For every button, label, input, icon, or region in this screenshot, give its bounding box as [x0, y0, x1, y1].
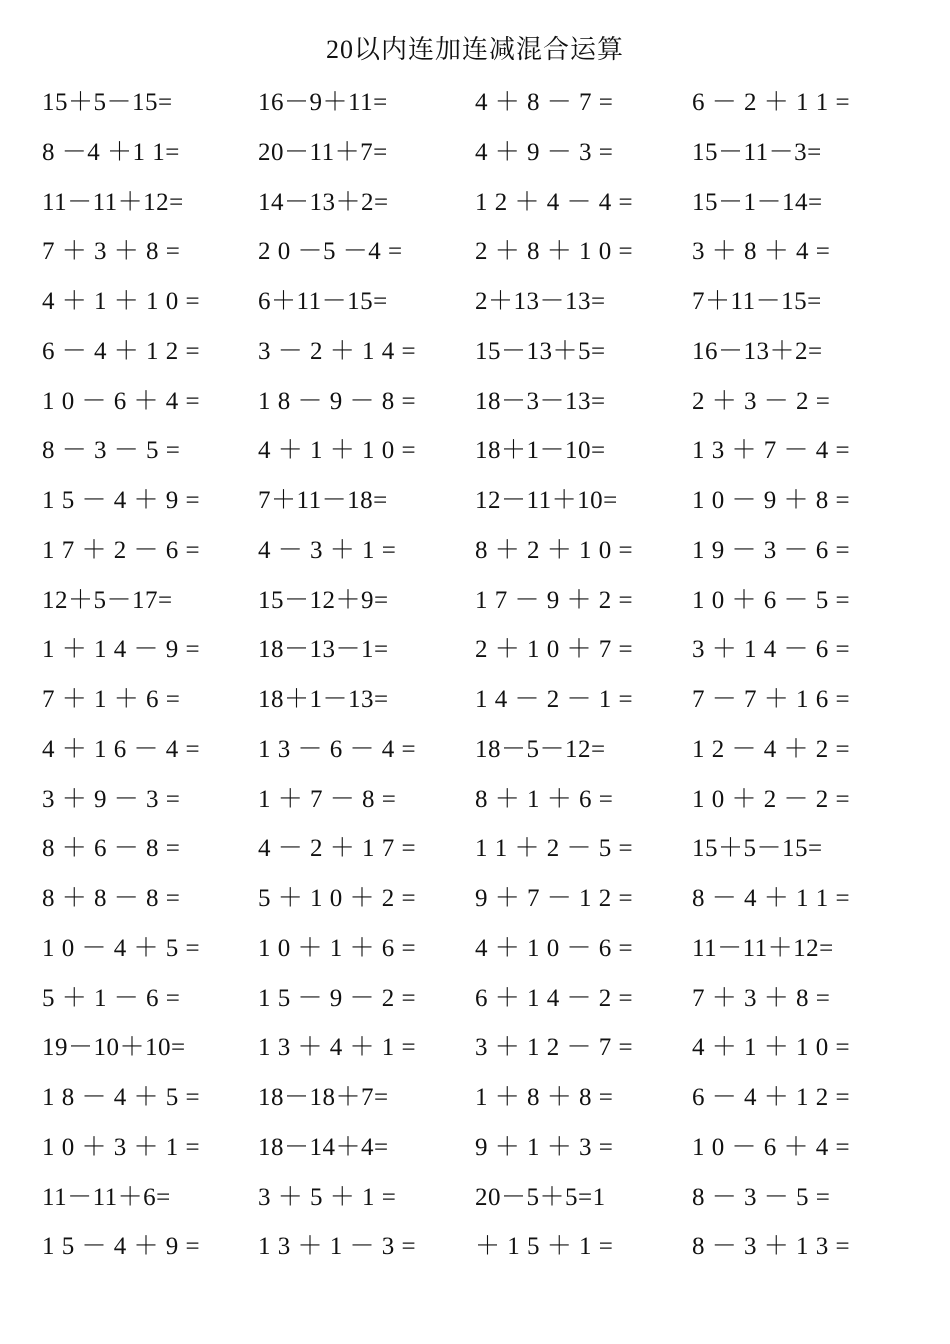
problem-cell: 20－5＋5=1	[475, 1183, 606, 1211]
problem-cell: 15＋5－15=	[692, 835, 823, 863]
problem-cell: 20－11＋7=	[258, 138, 388, 166]
problem-cell: 15－12＋9=	[258, 586, 389, 614]
problem-cell: 18＋1－10=	[475, 437, 606, 465]
problem-cell: 8 ＋ 1 ＋ 6 =	[475, 785, 614, 813]
problem-cell: 2 0 －5 －4 =	[258, 238, 403, 266]
problem-cell: 1 0 － 6 ＋ 4 =	[42, 387, 201, 415]
problem-cell: 1 3 ＋ 4 ＋ 1 =	[258, 1034, 417, 1062]
problem-cell: 1 8 － 4 ＋ 5 =	[42, 1084, 201, 1111]
problem-cell: 8 － 3 － 5 =	[692, 1183, 831, 1211]
problem-cell: 18＋1－13=	[258, 686, 389, 713]
problem-cell: 7 ＋ 1 ＋ 6 =	[42, 686, 181, 713]
problem-cell: 8 － 3 － 5 =	[42, 437, 181, 465]
problem-cell: 4 ＋ 1 ＋ 1 0 =	[42, 288, 201, 315]
problem-cell: ＋ 1 5 ＋ 1 =	[475, 1233, 614, 1261]
problem-cell: 15＋5－15=	[42, 89, 173, 116]
problem-cell: 4 － 3 ＋ 1 =	[258, 536, 397, 564]
problem-cell: 6 － 4 ＋ 1 2 =	[692, 1084, 851, 1111]
problem-cell: 7＋11－15=	[692, 288, 822, 315]
problem-cell: 4 ＋ 1 ＋ 1 0 =	[692, 1034, 851, 1062]
problem-cell: 6 ＋ 1 4 － 2 =	[475, 984, 634, 1012]
problem-cell: 11－11＋6=	[42, 1183, 171, 1211]
problem-cell: 2 ＋ 3 － 2 =	[692, 387, 831, 415]
problem-cell: 1 ＋ 1 4 － 9 =	[42, 636, 201, 664]
page-title: 20以内连加连减混合运算	[325, 35, 624, 64]
problem-cell: 3 － 2 ＋ 1 4 =	[258, 337, 417, 365]
problem-cell: 2 ＋ 1 0 ＋ 7 =	[475, 636, 634, 664]
problem-grid	[42, 78, 922, 1272]
problem-cell: 3 ＋ 5 ＋ 1 =	[258, 1183, 397, 1211]
problem-cell: 7 ＋ 3 ＋ 8 =	[42, 238, 181, 266]
problem-cell: 16－9＋11=	[258, 89, 388, 116]
problem-cell: 7＋11－18=	[258, 487, 388, 514]
problem-cell: 3 ＋ 1 4 － 6 =	[692, 636, 851, 664]
problem-cell: 4 ＋ 1 ＋ 1 0 =	[258, 437, 417, 465]
problem-cell: 4 ＋ 1 6 － 4 =	[42, 735, 201, 763]
problem-cell: 15－11－3=	[692, 138, 822, 166]
problem-cell: 1 7 － 9 ＋ 2 =	[475, 586, 634, 614]
problem-cell: 18－18＋7=	[258, 1084, 389, 1111]
problem-cell: 1 ＋ 7 － 8 =	[258, 785, 397, 813]
problem-cell: 9 ＋ 7 － 1 2 =	[475, 885, 634, 912]
problem-cell: 2＋13－13=	[475, 288, 606, 315]
problem-cell: 5 ＋ 1 0 ＋ 2 =	[258, 885, 417, 912]
problem-cell: 11－11＋12=	[42, 188, 184, 216]
problem-cell: 1 0 － 6 ＋ 4 =	[692, 1133, 851, 1161]
problem-cell: 1 0 － 9 ＋ 8 =	[692, 487, 851, 514]
problem-cell: 15－13＋5=	[475, 337, 606, 365]
problem-cell: 1 0 ＋ 1 ＋ 6 =	[258, 934, 417, 962]
problem-cell: 12＋5－17=	[42, 586, 173, 614]
problem-cell: 4 ＋ 8 － 7 =	[475, 89, 614, 116]
problem-cell: 9 ＋ 1 ＋ 3 =	[475, 1133, 614, 1161]
problem-cell: 7 ＋ 3 ＋ 8 =	[692, 984, 831, 1012]
problem-cell: 1 1 ＋ 2 － 5 =	[475, 835, 634, 863]
problem-cell: 5 ＋ 1 － 6 =	[42, 984, 181, 1012]
problem-cell: 6 － 2 ＋ 1 1 =	[692, 89, 851, 116]
problem-cell: 7 － 7 ＋ 1 6 =	[692, 686, 851, 713]
problem-cell: 1 3 ＋ 7 － 4 =	[692, 437, 851, 465]
problem-cell: 1 ＋ 8 ＋ 8 =	[475, 1084, 614, 1111]
problem-cell: 1 9 － 3 － 6 =	[692, 536, 851, 564]
problem-cell: 1 3 ＋ 1 － 3 =	[258, 1233, 417, 1261]
problem-cell: 15－1－14=	[692, 188, 823, 216]
problem-cell: 3 ＋ 8 ＋ 4 =	[692, 238, 831, 266]
problem-cell: 8 －4 ＋1 1=	[42, 138, 180, 166]
problem-cell: 1 0 ＋ 3 ＋ 1 =	[42, 1133, 201, 1161]
problem-cell: 8 ＋ 6 － 8 =	[42, 835, 181, 863]
problem-cell: 8 － 4 ＋ 1 1 =	[692, 885, 851, 912]
problem-cell: 18－13－1=	[258, 636, 389, 664]
problem-cell: 1 8 － 9 － 8 =	[258, 387, 417, 415]
problem-cell: 1 0 ＋ 6 － 5 =	[692, 586, 851, 614]
problem-cell: 18－14＋4=	[258, 1133, 389, 1161]
problem-cell: 1 4 － 2 － 1 =	[475, 686, 634, 713]
problem-cell: 3 ＋ 9 － 3 =	[42, 785, 181, 813]
problem-cell: 4 ＋ 1 0 － 6 =	[475, 934, 634, 962]
problem-cell: 14－13＋2=	[258, 188, 389, 216]
problem-cell: 6＋11－15=	[258, 288, 388, 315]
problem-cell: 2 ＋ 8 ＋ 1 0 =	[475, 238, 634, 266]
problem-cell: 1 2 － 4 ＋ 2 =	[692, 735, 851, 763]
problem-cell: 4 ＋ 9 － 3 =	[475, 138, 614, 166]
problem-cell: 1 7 ＋ 2 － 6 =	[42, 536, 201, 564]
problem-cell: 8 ＋ 8 － 8 =	[42, 885, 181, 912]
problem-cell: 1 2 ＋ 4 － 4 =	[475, 188, 634, 216]
problem-cell: 1 5 － 9 － 2 =	[258, 984, 417, 1012]
problem-cell: 16－13＋2=	[692, 337, 823, 365]
problem-cell: 4 － 2 ＋ 1 7 =	[258, 835, 417, 863]
problem-cell: 1 0 － 4 ＋ 5 =	[42, 934, 201, 962]
problem-cell: 8 ＋ 2 ＋ 1 0 =	[475, 536, 634, 564]
problem-cell: 12－11＋10=	[475, 487, 618, 514]
problem-cell: 1 5 － 4 ＋ 9 =	[42, 487, 201, 514]
problem-cell: 6 － 4 ＋ 1 2 =	[42, 337, 201, 365]
problem-cell: 1 5 － 4 ＋ 9 =	[42, 1233, 201, 1261]
problem-cell: 18－5－12=	[475, 735, 606, 763]
problem-cell: 11－11＋12=	[692, 934, 834, 962]
problem-cell: 8 － 3 ＋ 1 3 =	[692, 1233, 851, 1261]
problem-cell: 1 3 － 6 － 4 =	[258, 735, 417, 763]
problem-cell: 19－10＋10=	[42, 1034, 186, 1062]
problem-cell: 3 ＋ 1 2 － 7 =	[475, 1034, 634, 1062]
problem-cell: 18－3－13=	[475, 387, 606, 415]
problem-cell: 1 0 ＋ 2 － 2 =	[692, 785, 851, 813]
